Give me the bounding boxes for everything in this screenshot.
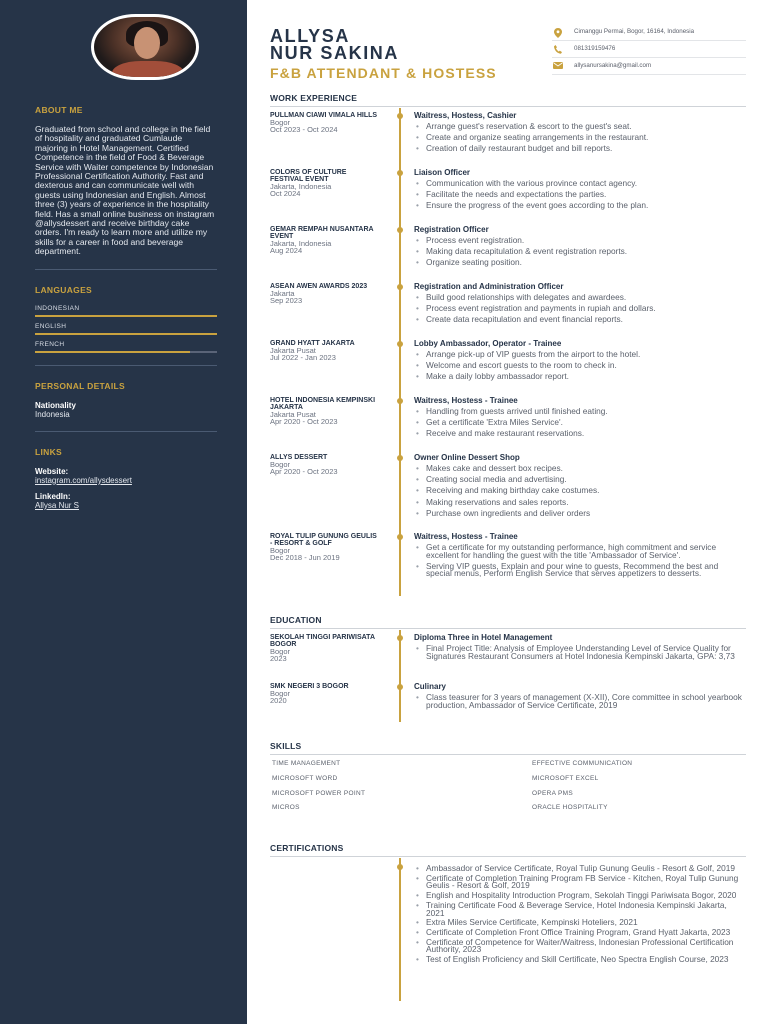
phone-icon [552,45,564,55]
work-bullets [414,123,746,157]
work-role: Registration Officer [414,225,489,234]
language-name: FRENCH [35,340,65,348]
languages-list [35,305,217,353]
timeline-line [399,858,401,1001]
bullet-item: • Arrange pick-up of VIP guests from the airport to the hotel. [414,351,746,359]
bullet-item: • Creation of daily restaurant budget and bill reports. [414,145,746,153]
nationality-label: Nationality [35,400,76,410]
language-item [35,305,217,317]
work-dates: Oct 2024 [270,189,301,199]
education-heading: EDUCATION [270,615,322,625]
skills-heading: SKILLS [270,741,302,751]
education-bullets [414,645,746,664]
work-role: Lobby Ambassador, Operator - Trainee [414,339,562,348]
sidebar [0,0,247,1024]
work-dates: Oct 2023 - Oct 2024 [270,125,338,135]
work-dates: Sep 2023 [270,296,303,306]
bullet-item: • Receive and make restaurant reservations. [414,430,746,438]
language-level-bar [35,315,217,317]
links-heading: LINKS [35,446,62,457]
bullet-item: • Arrange guest's reservation & escort to the guest's seat. [414,123,746,131]
work-location: Jakarta Pusat [270,410,316,419]
section-rule [270,628,746,629]
profile-photo [91,14,199,80]
work-role: Owner Online Dessert Shop [414,453,520,462]
bullet-item: • Process event registration. [414,237,746,245]
bullet-item: • Process event registration and payments in rupiah and dollars. [414,305,746,313]
section-rule [270,856,746,857]
work-location: Jakarta [270,289,295,298]
bullet-item: • Making reservations and sales reports. [414,499,746,507]
bullet-item: • Get a certificate for my outstanding performance, high commitment and service excellent for handling the guest with the title 'Ambassador of Service'. [414,544,746,559]
work-location: Jakarta Pusat [270,346,316,355]
contact-block [552,28,746,79]
skill-item: MICROSOFT EXCEL [532,775,599,782]
work-bullets [414,544,746,582]
work-experience-heading: WORK EXPERIENCE [270,93,358,103]
skill-item: ORACLE HOSPITALITY [532,804,608,811]
work-location: Jakarta, Indonesia [270,182,332,191]
certification-item: • Test of English Proficiency and Skill Certificate, Neo Spectra English Course, 2023 [414,956,746,964]
education-org: SEKOLAH TINGGI PARIWISATA BOGOR Bogor 2023 [270,634,380,662]
bullet-item: • Build good relationships with delegates and awardees. [414,294,746,302]
certifications-list [414,865,746,966]
divider [35,365,217,366]
timeline-line [399,630,401,722]
work-org: COLORS OF CULTURE FESTIVAL EVENT Jakarta, Indonesia Oct 2024 [270,169,380,197]
bullet-item: • Makes cake and dessert box recipes. [414,465,746,473]
name-line-1: ALLYSA [270,26,350,46]
linkedin-label: LinkedIn: [35,491,71,501]
job-title: F&B ATTENDANT & HOSTESS [270,65,497,81]
work-org: ALLYS DESSERT Bogor Apr 2020 - Oct 2023 [270,454,380,475]
skill-item: MICROSOFT WORD [272,775,338,782]
bullet-item: • Ensure the progress of the event goes according to the plan. [414,202,746,210]
certification-item: • Certificate of Completion Training Program FB Service - Kitchen, Royal Tulip Gunung Geulis - Resort & Golf, 2019 [414,875,746,890]
certification-item: • Training Certificate Food & Beverage Service, Hotel Indonesia Kempinski Jakarta, 2021 [414,902,746,917]
work-bullets [414,294,746,328]
about-heading: ABOUT ME [35,105,83,115]
certification-item: • Certificate of Competence for Waiter/Waitress, Indonesian Professional Certification Authority, 2023 [414,939,746,954]
work-bullets [414,408,746,442]
work-role: Registration and Administration Officer [414,282,564,291]
education-degree: Culinary [414,682,447,691]
certification-item: • English and Hospitality Introduction Program, Sekolah Tinggi Pariwisata Bogor, 2020 [414,892,746,900]
language-name: ENGLISH [35,322,67,330]
work-location: Jakarta, Indonesia [270,239,332,248]
work-dates: Apr 2020 - Oct 2023 [270,417,338,427]
bullet-item: • Purchase own ingredients and deliver orders [414,510,746,518]
bullet-item: • Handling from guests arrived until finished eating. [414,408,746,416]
bullet-item: • Creating social media and advertising. [414,476,746,484]
work-bullets [414,237,746,271]
location-pin-icon [552,28,564,38]
timeline-dot [397,455,403,461]
bullet-item: • Making data recapitulation & event registration reports. [414,248,746,256]
bullet-item: • Create data recapitulation and event financial reports. [414,316,746,324]
education-bullets [414,694,746,713]
name-line-2: NUR SAKINA [270,43,400,63]
work-org: PULLMAN CIAWI VIMALA HILLS Bogor Oct 2023 - Oct 2024 [270,112,380,133]
work-dates: Dec 2018 - Jun 2019 [270,553,340,563]
contact-email [552,62,746,75]
timeline-dot [397,684,403,690]
timeline-dot [397,534,403,540]
language-level-bar [35,333,217,335]
work-location: Bogor [270,118,291,127]
education-dates: 2023 [270,654,287,664]
website-label: Website: [35,466,69,476]
work-org: GRAND HYATT JAKARTA Jakarta Pusat Jul 2022 - Jan 2023 [270,340,380,361]
work-role: Waitress, Hostess - Trainee [414,532,518,541]
skill-item: MICROS [272,804,300,811]
nationality-value: Indonesia [35,409,70,419]
work-org: ROYAL TULIP GUNUNG GEULIS - RESORT & GOLF Bogor Dec 2018 - Jun 2019 [270,533,380,561]
timeline-line [399,108,401,596]
about-text: Graduated from school and college in the field of hospitality and graduated Cumlaude majoring in Hotel Management. Certified Competence in the field of Food & Beverage Service with Waiter competence by Indonesian Professional Certification Authority. Fast and dexterous and can communicate well with guests using Indonesian and English. Almost three (3) years of experience in the hospitality field. Has a small online business on instagram @allysdessert and receive birthday cake orders. I'm ready to learn more and utilize my skills for a career in food and beverage department. [35,124,215,257]
address-text: Cimanggu Permai, Bogor, 16164, Indonesia [574,28,695,35]
work-dates: Apr 2020 - Oct 2023 [270,467,338,477]
work-org: GEMAR REMPAH NUSANTARA EVENT Jakarta, Indonesia Aug 2024 [270,226,380,254]
website-link[interactable]: instagram.com/allysdessert [35,475,132,485]
bullet-item: • Create and organize seating arrangements in the restaurant. [414,134,746,142]
phone-text: 081319159476 [574,45,616,52]
language-name: INDONESIAN [35,304,80,312]
timeline-dot [397,227,403,233]
education-degree: Diploma Three in Hotel Management [414,633,553,642]
language-item [35,341,217,353]
bullet-item: • Get a certificate 'Extra Miles Service'. [414,419,746,427]
education-dates: 2020 [270,696,287,706]
bullet-item: • Final Project Title: Analysis of Employee Understanding Level of Service Quality for Signatures Restaurant Consumers at Hotel Indonesia Kempinski Jakarta, GPA: 3,73 [414,645,746,660]
bullet-item: • Serving VIP guests, Explain and pour wine to guests, Recommend the best and special menus, Perform English Service that serves appetizers to desserts. [414,563,746,578]
email-text[interactable]: allysanursakina@gmail.com [574,62,652,69]
skill-item: TIME MANAGEMENT [272,760,341,767]
contact-phone [552,45,746,58]
timeline-dot [397,284,403,290]
work-role: Liaison Officer [414,168,471,177]
skill-item: OPERA PMS [532,790,573,797]
certifications-heading: CERTIFICATIONS [270,843,344,853]
timeline-dot [397,113,403,119]
language-level-bar [35,351,217,353]
education-location: Bogor [270,647,291,656]
bullet-item: • Organize seating position. [414,259,746,267]
mail-icon [552,62,564,72]
timeline-dot [397,341,403,347]
timeline-dot [397,635,403,641]
bullet-item: • Class teasurer for 3 years of management (X-XII), Core committee in school yearbook production, Ambassador of Service Certificate, 2019 [414,694,746,709]
divider [35,269,217,270]
work-role: Waitress, Hostess, Cashier [414,111,517,120]
certification-item: • Certificate of Completion Front Office Training Program, Grand Hyatt Jakarta, 2023 [414,929,746,937]
education-location: Bogor [270,689,291,698]
skill-item: EFFECTIVE COMMUNICATION [532,760,633,767]
certification-item: • Extra Miles Service Certificate, Kempinski Hoteliers, 2021 [414,919,746,927]
work-location: Bogor [270,460,291,469]
work-location: Bogor [270,546,291,555]
main-content [270,0,746,1024]
bullet-item: • Receiving and making birthday cake costumes. [414,487,746,495]
personal-details-heading: PERSONAL DETAILS [35,380,125,391]
skill-item: MICROSOFT POWER POINT [272,790,366,797]
languages-heading: LANGUAGES [35,284,93,295]
timeline-dot [397,170,403,176]
work-dates: Aug 2024 [270,246,303,256]
work-bullets [414,465,746,521]
work-org: ASEAN AWEN AWARDS 2023 Jakarta Sep 2023 [270,283,380,304]
bullet-item: • Communication with the various province contact agency. [414,180,746,188]
language-item [35,323,217,335]
education-org: SMK NEGERI 3 BOGOR Bogor 2020 [270,683,380,704]
timeline-dot [397,398,403,404]
timeline-dot [397,864,403,870]
work-bullets [414,180,746,214]
section-rule [270,754,746,755]
work-role: Waitress, Hostess - Trainee [414,396,518,405]
work-dates: Jul 2022 - Jan 2023 [270,353,336,363]
certification-item: • Ambassador of Service Certificate, Royal Tulip Gunung Geulis - Resort & Golf, 2019 [414,865,746,873]
full-name [270,28,399,62]
linkedin-link[interactable]: Allysa Nur S [35,500,80,510]
contact-address [552,28,746,41]
divider [35,431,217,432]
work-bullets [414,351,746,385]
bullet-item: • Welcome and escort guests to the room to check in. [414,362,746,370]
bullet-item: • Make a daily lobby ambassador report. [414,373,746,381]
section-rule [270,106,746,107]
bullet-item: • Facilitate the needs and expectations the parties. [414,191,746,199]
work-org: HOTEL INDONESIA KEMPINSKI JAKARTA Jakarta Pusat Apr 2020 - Oct 2023 [270,397,380,425]
